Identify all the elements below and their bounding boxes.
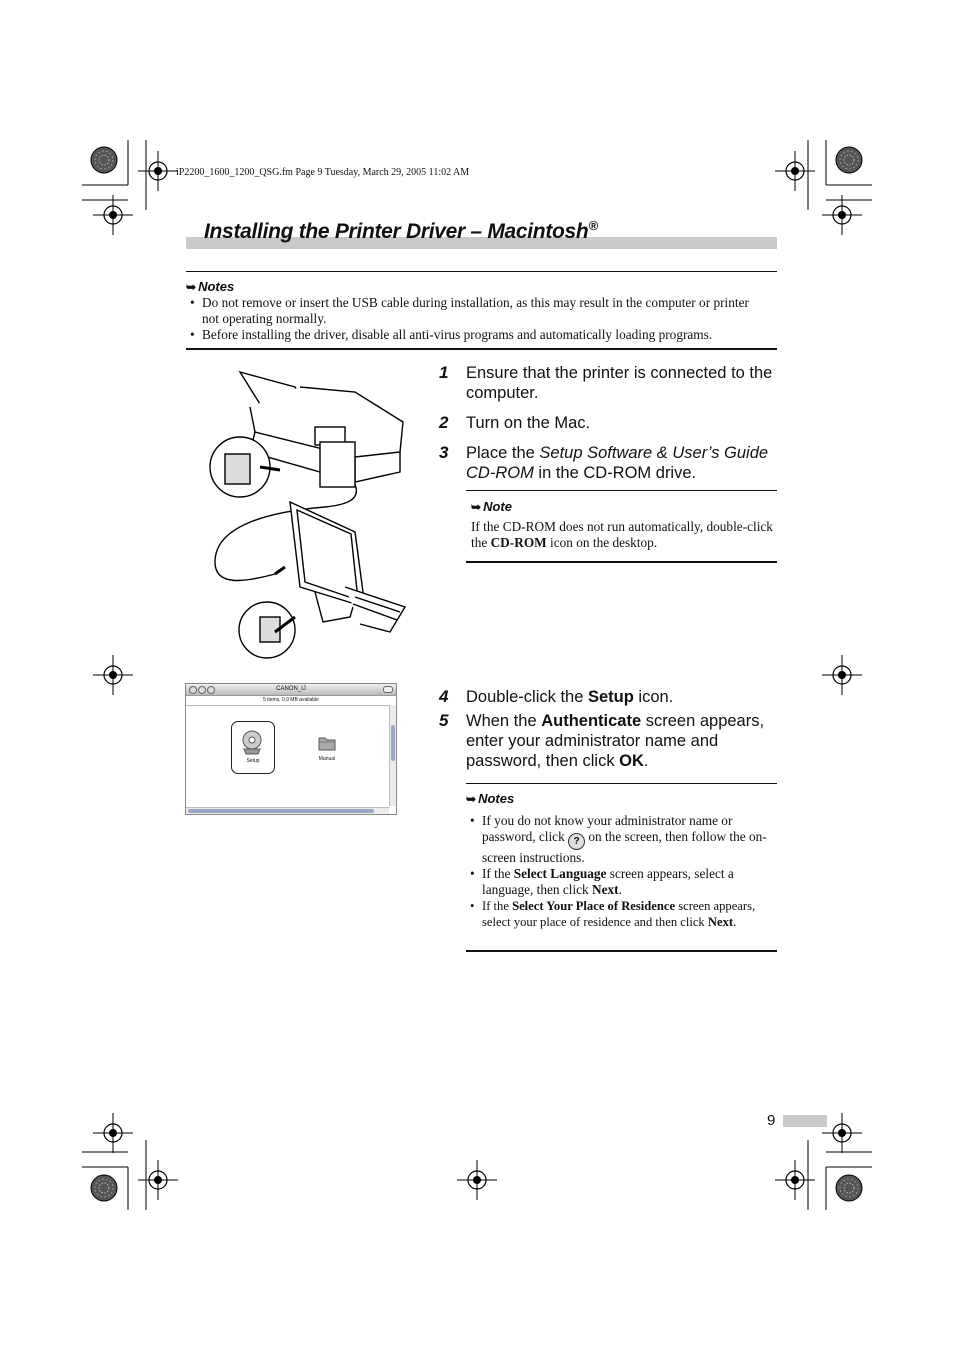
auth-notes-list (466, 813, 774, 930)
note-text-part: If the (482, 899, 513, 913)
arrow-icon: ➥ (186, 280, 197, 294)
scroll-thumb[interactable] (391, 725, 395, 761)
scroll-thumb[interactable] (188, 809, 374, 813)
file-info-header: iP2200_1600_1200_QSG.fm Page 9 Tuesday, March 29, 2005 11:02 AM (176, 167, 470, 178)
notes-heading-text: Notes (478, 791, 515, 806)
step-text-part: Place the (466, 444, 540, 462)
ok-label: OK (619, 752, 644, 770)
note-text-part: If the (482, 866, 514, 881)
step-text-part: icon. (633, 688, 674, 706)
finder-window-screenshot (185, 683, 397, 815)
step-text (466, 711, 778, 771)
page-number-tab (783, 1115, 827, 1127)
cd-rom-name: Setup Software & User’s Guide CD-ROM (466, 444, 769, 482)
step-text-part: . (643, 752, 649, 770)
note-text-part: on the screen, then follow the on-screen instructions. (482, 829, 767, 865)
note-bottom-rule (466, 561, 777, 563)
setup-label: Setup (587, 688, 634, 706)
note-text-part: icon on the desktop. (546, 535, 658, 550)
step-text-part: When the (466, 712, 542, 730)
finder-title-bar (186, 684, 396, 696)
step-text-part: in the CD-ROM drive. (533, 464, 697, 482)
page-title (204, 218, 598, 244)
registered-mark: ® (588, 218, 598, 233)
step-number: 4 (439, 687, 449, 706)
folder-icon[interactable] (317, 734, 337, 752)
step-text (466, 687, 776, 707)
step-text-part: Double-click the (466, 688, 588, 706)
note-text-part: . (618, 882, 622, 897)
setup-icon-highlight[interactable] (231, 721, 275, 774)
notes-top-rule (466, 783, 777, 784)
note-top-rule (466, 490, 777, 491)
list-item (466, 866, 774, 898)
finder-status: 5 items, 0.9 MB available (186, 696, 396, 706)
select-language-label: Select Language (513, 866, 607, 881)
vertical-scrollbar[interactable] (389, 705, 396, 806)
step-number: 2 (439, 413, 449, 432)
finder-title: CANON_IJ (276, 686, 306, 692)
note-cdrom-text (471, 519, 776, 551)
note-text-part: If you do not know your administrator name or password, click (482, 813, 733, 844)
authenticate-label: Authenticate (541, 712, 642, 730)
list-item (466, 898, 774, 930)
toolbar-toggle-icon (383, 686, 393, 693)
step-number: 5 (439, 711, 449, 730)
notes-bottom-rule (466, 950, 777, 952)
note-text-part: If the CD-ROM does not run automatically, double-click the (471, 519, 773, 550)
next-label: Next (592, 882, 619, 897)
notes-heading-text: Notes (198, 279, 235, 294)
page-number: 9 (767, 1112, 776, 1129)
notes-heading (186, 279, 234, 294)
notes-top-rule (186, 271, 777, 272)
arrow-icon: ➥ (471, 500, 482, 514)
list-item: • Before installing the driver, disable all anti-virus programs and automatically loading programs. (186, 327, 766, 343)
arrow-icon: ➥ (466, 792, 477, 806)
step-text: Turn on the Mac. (466, 414, 591, 432)
step-number: 3 (439, 443, 449, 462)
page-title-text: Installing the Printer Driver – Macintosh (204, 220, 589, 243)
step-text-part: screen appears, enter your administrator name and password, then click (466, 712, 765, 770)
horizontal-scrollbar[interactable] (186, 807, 389, 814)
notes-bottom-rule (186, 348, 777, 350)
step-text (466, 443, 776, 483)
note-text-part: screen appears, select your place of residence and then click (482, 899, 756, 929)
note-text-part: . (733, 915, 737, 929)
list-item (466, 813, 774, 866)
setup-icon-label: Setup (246, 758, 260, 764)
step-text: Ensure that the printer is connected to the computer. (466, 364, 773, 402)
manual-icon-label: Manual (318, 756, 336, 762)
select-residence-label: Select Your Place of Residence (512, 899, 676, 913)
note-heading (471, 499, 512, 514)
list-item: • Do not remove or insert the USB cable during installation, as this may result in the computer or printer not operating normally. (186, 295, 766, 327)
next-label: Next (707, 915, 734, 929)
cd-rom-label: CD-ROM (490, 535, 547, 550)
note-heading-text: Note (483, 499, 512, 514)
step-number: 1 (439, 363, 449, 382)
printer-connection-illustration (205, 362, 420, 662)
help-icon: ? (568, 833, 585, 850)
notes-heading (466, 791, 514, 806)
note-text-part: screen appears, select a language, then click (482, 866, 734, 897)
cd-icon (241, 729, 263, 755)
top-notes-list (186, 295, 766, 343)
